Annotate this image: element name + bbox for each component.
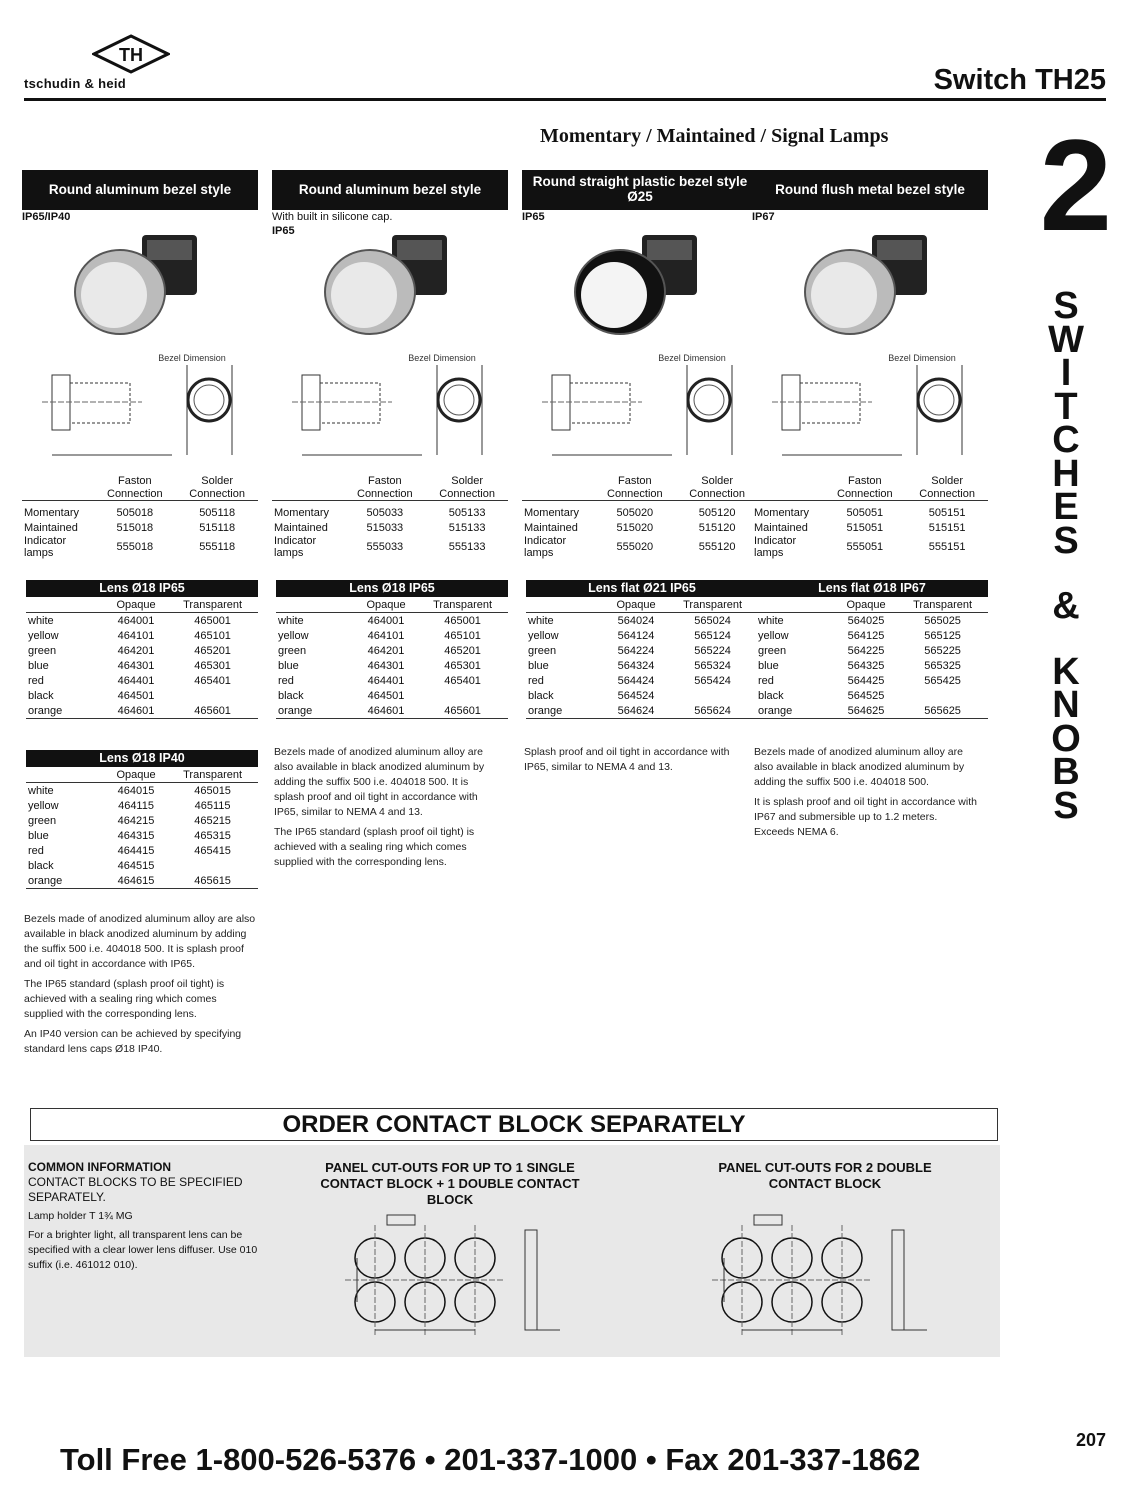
lens-row <box>756 643 988 658</box>
section-number: 2 <box>1039 112 1112 258</box>
transparent-number: 565624 <box>694 704 731 717</box>
opaque-number: 464615 <box>117 874 155 887</box>
opaque-number: 564124 <box>617 629 655 642</box>
transparent-number: 465601 <box>194 704 231 717</box>
opaque-number: 464015 <box>117 784 155 797</box>
transparent-number: 465415 <box>194 844 231 857</box>
opaque-number: 564024 <box>617 614 655 627</box>
opaque-number: 564125 <box>847 629 885 642</box>
description-paragraph: The IP65 standard (splash proof oil tight) is achieved with a sealing ring which comes supplied with the corresponding lens. <box>24 978 225 1020</box>
lens-row <box>276 673 508 688</box>
brightness-note: For a brighter light, all transparent lens can be specified with a clear lower lens diffuser. Use 010 suffix (i.e. 461012 010). <box>28 1229 258 1271</box>
opaque-number: 464515 <box>117 859 155 872</box>
header-rule <box>24 98 1106 101</box>
column-heading: Round flush metal bezel style <box>752 170 988 210</box>
solder-number: 515133 <box>448 521 486 534</box>
description-paragraph: Bezels made of anodized aluminum alloy are also available in black anodized aluminum by adding the suffix 500 i.e. 404018 500. It is splash proof and oil tight in accordance with IP65. <box>24 913 256 970</box>
opaque-number: 564025 <box>847 614 885 627</box>
common-information <box>28 1160 268 1273</box>
opaque-number: 464001 <box>117 614 155 627</box>
transparent-number <box>167 858 258 873</box>
faston-number: 515018 <box>116 521 154 534</box>
side-letter: S <box>1053 784 1079 827</box>
lens-row <box>26 813 258 828</box>
part-row <box>22 535 258 559</box>
ip-rating: IP65/IP40 <box>22 211 71 223</box>
solder-number: 555151 <box>928 541 966 554</box>
common-subtitle: CONTACT BLOCKS TO BE SPECIFIED SEPARATELY. <box>28 1175 243 1204</box>
lens-row <box>526 673 758 688</box>
lens-row <box>526 658 758 673</box>
part-row <box>752 520 988 535</box>
column-note <box>522 211 758 225</box>
part-row <box>522 505 758 520</box>
lens-row <box>276 703 508 719</box>
lens-color: white <box>278 614 304 627</box>
opaque-number: 464601 <box>117 704 155 717</box>
cutout-title-2: PANEL CUT-OUTS FOR 2 DOUBLE CONTACT BLOCK <box>718 1160 932 1191</box>
part-label: Momentary <box>524 506 580 519</box>
transparent-number <box>897 688 988 703</box>
transparent-header: Transparent <box>417 597 508 613</box>
product-photo <box>562 230 722 345</box>
side-letter: E <box>1053 486 1079 528</box>
transparent-number: 465615 <box>194 874 231 887</box>
transparent-number: 565124 <box>694 629 731 642</box>
lens-row <box>26 658 258 673</box>
faston-header: Faston Connection <box>607 475 663 500</box>
part-number-table <box>22 475 258 559</box>
lens-color: green <box>528 644 557 657</box>
ip-rating: IP67 <box>752 211 775 223</box>
lens-color: orange <box>528 704 563 717</box>
lens-row <box>526 688 758 703</box>
faston-number: 555033 <box>366 541 404 554</box>
opaque-number: 564424 <box>617 674 655 687</box>
part-row <box>752 535 988 559</box>
lens-row <box>526 628 758 643</box>
opaque-number: 464201 <box>367 644 405 657</box>
part-label: Maintained <box>274 521 328 534</box>
side-letter: H <box>1052 452 1080 495</box>
transparent-number: 565325 <box>924 659 961 672</box>
solder-number: 505133 <box>448 506 486 519</box>
footer-contact: Toll Free 1-800-526-5376 • 201-337-1000 • Fax 201-337-1862 <box>60 1442 921 1477</box>
lens-table <box>26 580 258 721</box>
opaque-number: 564324 <box>617 659 655 672</box>
opaque-number: 464415 <box>117 844 155 857</box>
part-row <box>522 520 758 535</box>
opaque-number: 564224 <box>617 644 655 657</box>
description-paragraph: Bezels made of anodized aluminum alloy are also available in black anodized aluminum by adding the suffix 500 i.e. 404018 500. <box>754 746 965 788</box>
lens-row <box>756 628 988 643</box>
solder-header: Solder Connection <box>189 475 245 500</box>
lens-color: blue <box>758 659 779 672</box>
lens-row <box>756 703 988 719</box>
opaque-header: Opaque <box>105 767 167 783</box>
lens-color: yellow <box>28 629 59 642</box>
transparent-number: 465401 <box>444 674 481 687</box>
side-letter: C <box>1052 419 1080 461</box>
opaque-number: 564225 <box>847 644 885 657</box>
transparent-number: 565424 <box>694 674 731 687</box>
lens-row <box>26 828 258 843</box>
side-letter: I <box>1060 352 1072 394</box>
opaque-number: 564625 <box>847 704 885 717</box>
part-label: Maintained <box>24 521 78 534</box>
dimension-drawing <box>22 345 258 465</box>
lens-color: blue <box>28 829 49 842</box>
side-letter: N <box>1052 684 1080 726</box>
transparent-number: 565125 <box>924 629 961 642</box>
lens-table <box>756 580 988 721</box>
faston-number: 555018 <box>116 541 154 554</box>
opaque-number: 464315 <box>117 829 155 842</box>
side-letter: W <box>1048 318 1084 361</box>
part-label: Indicator lamps <box>524 535 567 560</box>
faston-number: 515033 <box>366 521 404 534</box>
transparent-number: 465001 <box>194 614 231 627</box>
column-description <box>754 745 979 845</box>
lens-row <box>26 798 258 813</box>
column-heading: Round aluminum bezel style <box>272 170 508 210</box>
part-label: Momentary <box>274 506 330 519</box>
lens-row <box>526 643 758 658</box>
lens-row <box>756 688 988 703</box>
column-heading: Round aluminum bezel style <box>22 170 258 210</box>
opaque-number: 564524 <box>617 689 655 702</box>
description-paragraph: Splash proof and oil tight in accordance with IP65, similar to NEMA 4 and 13. <box>524 746 730 773</box>
transparent-number: 465601 <box>444 704 481 717</box>
lamp-holder: Lamp holder T 1¾ MG <box>28 1210 133 1222</box>
cutout-title-1: PANEL CUT-OUTS FOR UP TO 1 SINGLE CONTACT BLOCK + 1 DOUBLE CONTACT BLOCK <box>320 1160 580 1207</box>
ip-rating: IP65 <box>522 211 545 223</box>
svg-text:TH: TH <box>119 45 143 65</box>
part-number-table <box>272 475 508 559</box>
transparent-number: 465215 <box>194 814 231 827</box>
lens-color: white <box>758 614 784 627</box>
opaque-number: 564624 <box>617 704 655 717</box>
column-description <box>524 745 749 780</box>
product-photo <box>792 230 952 345</box>
cutout-diagram-1 <box>345 1210 575 1340</box>
lens-color: orange <box>278 704 313 717</box>
ip-rating: IP65 <box>272 224 295 237</box>
column-note <box>22 211 258 225</box>
part-row <box>272 520 508 535</box>
lens-title: Lens flat Ø21 IP65 <box>526 580 758 597</box>
svg-text:Bezel Dimension: Bezel Dimension <box>158 353 226 363</box>
transparent-number: 565025 <box>924 614 961 627</box>
lens-row <box>276 643 508 658</box>
transparent-number <box>417 688 508 703</box>
faston-header: Faston Connection <box>837 475 893 500</box>
solder-number: 515118 <box>199 521 236 534</box>
lens-row <box>26 628 258 643</box>
transparent-number <box>167 688 258 703</box>
lens-title: Lens flat Ø18 IP67 <box>756 580 988 597</box>
transparent-number: 565425 <box>924 674 961 687</box>
transparent-number <box>667 688 758 703</box>
lens-color: yellow <box>28 799 59 812</box>
lens-color: white <box>28 614 54 627</box>
lens-title: Lens Ø18 IP65 <box>26 580 258 597</box>
note-text: With built in silicone cap. <box>272 211 393 223</box>
solder-number: 505120 <box>698 506 736 519</box>
transparent-number: 465401 <box>194 674 231 687</box>
part-number-table <box>522 475 758 559</box>
brand-name: tschudin & heid <box>24 76 126 91</box>
opaque-number: 564325 <box>847 659 885 672</box>
lens-color: red <box>28 674 44 687</box>
lens-color: red <box>528 674 544 687</box>
faston-header: Faston Connection <box>107 475 163 500</box>
faston-header: Faston Connection <box>357 475 413 500</box>
transparent-number: 465001 <box>444 614 481 627</box>
part-number-table <box>752 475 988 559</box>
side-letter: & <box>1052 585 1080 627</box>
opaque-header: Opaque <box>355 597 417 613</box>
opaque-number: 564525 <box>847 689 885 702</box>
transparent-number: 465115 <box>194 799 231 812</box>
lens-color: green <box>278 644 307 657</box>
part-row <box>22 520 258 535</box>
solder-number: 555133 <box>448 541 486 554</box>
transparent-header: Transparent <box>167 597 258 613</box>
opaque-number: 464301 <box>117 659 155 672</box>
company-logo <box>92 34 170 74</box>
lens-row <box>26 613 258 629</box>
transparent-header: Transparent <box>667 597 758 613</box>
lens-row <box>276 658 508 673</box>
solder-number: 505118 <box>199 506 236 519</box>
column-description <box>24 912 256 1062</box>
description-paragraph: It is splash proof and oil tight in accordance with IP67 and submersible up to 1.2 meters. Exceeds NEMA 6. <box>754 796 977 838</box>
part-label: Maintained <box>754 521 808 534</box>
svg-text:Bezel Dimension: Bezel Dimension <box>888 353 956 363</box>
part-label: Indicator lamps <box>24 535 67 560</box>
transparent-number: 465301 <box>194 659 231 672</box>
cutout-diagram-2 <box>712 1210 942 1340</box>
lens-row <box>526 613 758 629</box>
product-photo <box>312 230 472 345</box>
lens-table <box>276 580 508 721</box>
solder-number: 515120 <box>698 521 736 534</box>
lens-row <box>26 688 258 703</box>
lens-table <box>526 580 758 721</box>
transparent-header: Transparent <box>897 597 988 613</box>
opaque-number: 464501 <box>367 689 405 702</box>
part-row <box>22 505 258 520</box>
transparent-header: Transparent <box>167 767 258 783</box>
faston-number: 515020 <box>616 521 654 534</box>
product-column <box>22 170 258 1055</box>
transparent-number: 565024 <box>694 614 731 627</box>
transparent-number: 465015 <box>194 784 231 797</box>
transparent-number: 465201 <box>444 644 481 657</box>
faston-number: 505020 <box>616 506 654 519</box>
faston-number: 505033 <box>366 506 404 519</box>
faston-number: 555020 <box>616 541 654 554</box>
lens-row <box>26 858 258 873</box>
lens-row <box>756 613 988 629</box>
opaque-number: 464101 <box>117 629 155 642</box>
lens-color: blue <box>528 659 549 672</box>
opaque-number: 464215 <box>117 814 155 827</box>
part-label: Momentary <box>754 506 810 519</box>
product-photo <box>62 230 222 345</box>
solder-header: Solder Connection <box>689 475 745 500</box>
lens-color: black <box>28 689 54 702</box>
lens-title: Lens Ø18 IP65 <box>276 580 508 597</box>
lens-row <box>276 613 508 629</box>
transparent-number: 465101 <box>444 629 481 642</box>
page-number: 207 <box>1075 1430 1106 1450</box>
solder-header: Solder Connection <box>439 475 495 500</box>
part-label: Maintained <box>524 521 578 534</box>
part-label: Indicator lamps <box>274 535 317 560</box>
faston-number: 515051 <box>846 521 884 534</box>
part-label: Indicator lamps <box>754 535 797 560</box>
product-column <box>522 170 758 773</box>
lens-color: orange <box>28 874 63 887</box>
lens-row <box>526 703 758 719</box>
lens-color: white <box>28 784 54 797</box>
opaque-number: 464301 <box>367 659 405 672</box>
lens-row <box>276 688 508 703</box>
opaque-number: 464601 <box>367 704 405 717</box>
lens-row <box>756 658 988 673</box>
lens-color: yellow <box>758 629 789 642</box>
transparent-number: 565324 <box>694 659 731 672</box>
product-column <box>272 170 508 868</box>
lens-row <box>276 628 508 643</box>
part-row <box>272 505 508 520</box>
lens-title: Lens Ø18 IP40 <box>26 750 258 767</box>
faston-number: 555051 <box>846 541 884 554</box>
side-letter: S <box>1053 519 1079 562</box>
description-paragraph: The IP65 standard (splash proof oil tight) is achieved with a sealing ring which comes supplied with the corresponding lens. <box>274 826 475 868</box>
solder-number: 555118 <box>199 541 236 554</box>
transparent-number: 465315 <box>194 829 231 842</box>
lens-color: white <box>528 614 554 627</box>
dimension-drawing <box>752 345 988 465</box>
solder-header: Solder Connection <box>919 475 975 500</box>
column-heading: Round straight plastic bezel style Ø25 <box>522 170 758 210</box>
lens-color: black <box>758 689 784 702</box>
lens-color: red <box>28 844 44 857</box>
opaque-header: Opaque <box>605 597 667 613</box>
transparent-number: 465301 <box>444 659 481 672</box>
lens-row <box>26 783 258 799</box>
opaque-number: 464401 <box>367 674 405 687</box>
opaque-number: 464501 <box>117 689 155 702</box>
part-row <box>272 535 508 559</box>
lens-color: blue <box>28 659 49 672</box>
opaque-number: 464401 <box>117 674 155 687</box>
part-row <box>752 505 988 520</box>
transparent-number: 565224 <box>694 644 731 657</box>
lens-color: red <box>758 674 774 687</box>
lens-color: yellow <box>528 629 559 642</box>
lens-color: red <box>278 674 294 687</box>
lens-row <box>26 873 258 889</box>
lens-color: black <box>528 689 554 702</box>
solder-number: 555120 <box>698 541 736 554</box>
side-letter: S <box>1053 285 1079 327</box>
opaque-number: 464201 <box>117 644 155 657</box>
page-title: Switch TH25 <box>933 64 1106 96</box>
transparent-number: 465201 <box>194 644 231 657</box>
lens-color: blue <box>278 659 299 672</box>
lens-color: black <box>28 859 54 872</box>
lens-row <box>26 673 258 688</box>
lens-color: green <box>28 814 57 827</box>
order-banner: ORDER CONTACT BLOCK SEPARATELY <box>30 1108 998 1141</box>
opaque-number: 464115 <box>118 799 154 812</box>
lens-color: yellow <box>278 629 309 642</box>
description-paragraph: An IP40 version can be achieved by specifying standard lens caps Ø18 IP40. <box>24 1028 242 1055</box>
column-description <box>274 745 499 875</box>
svg-text:Bezel Dimension: Bezel Dimension <box>408 353 476 363</box>
transparent-number: 565225 <box>924 644 961 657</box>
transparent-number: 565625 <box>924 704 961 717</box>
lens-color: orange <box>758 704 793 717</box>
svg-text:Bezel Dimension: Bezel Dimension <box>658 353 726 363</box>
lens-color: orange <box>28 704 63 717</box>
description-paragraph: Bezels made of anodized aluminum alloy are also available in black anodized aluminum by adding the suffix 500 i.e. 404018 500. It is splash proof and oil tight in accordance with IP65, similar to NEMA 4 and 13. <box>274 746 485 818</box>
part-row <box>522 535 758 559</box>
lens-row <box>26 643 258 658</box>
product-column <box>752 170 988 838</box>
transparent-number: 465101 <box>194 629 231 642</box>
solder-number: 515151 <box>928 521 966 534</box>
opaque-header: Opaque <box>105 597 167 613</box>
opaque-number: 464001 <box>367 614 405 627</box>
side-letter: O <box>1051 717 1081 760</box>
lens-row <box>756 673 988 688</box>
side-letter: B <box>1052 751 1080 793</box>
faston-number: 505018 <box>116 506 154 519</box>
lens-row <box>26 703 258 719</box>
lens-color: black <box>278 689 304 702</box>
opaque-number: 564425 <box>847 674 885 687</box>
opaque-number: 464101 <box>367 629 405 642</box>
lens-table <box>26 750 258 891</box>
page-subtitle: Momentary / Maintained / Signal Lamps <box>540 125 889 147</box>
column-note <box>752 211 988 225</box>
part-label: Momentary <box>24 506 80 519</box>
opaque-header: Opaque <box>835 597 897 613</box>
side-letter: T <box>1054 385 1078 428</box>
lens-row <box>26 843 258 858</box>
solder-number: 505151 <box>928 506 966 519</box>
common-title: COMMON INFORMATION <box>28 1160 172 1174</box>
dimension-drawing <box>522 345 758 465</box>
side-letter: K <box>1052 650 1080 693</box>
faston-number: 505051 <box>846 506 884 519</box>
lens-color: green <box>758 644 787 657</box>
lens-color: green <box>28 644 57 657</box>
dimension-drawing <box>272 345 508 465</box>
